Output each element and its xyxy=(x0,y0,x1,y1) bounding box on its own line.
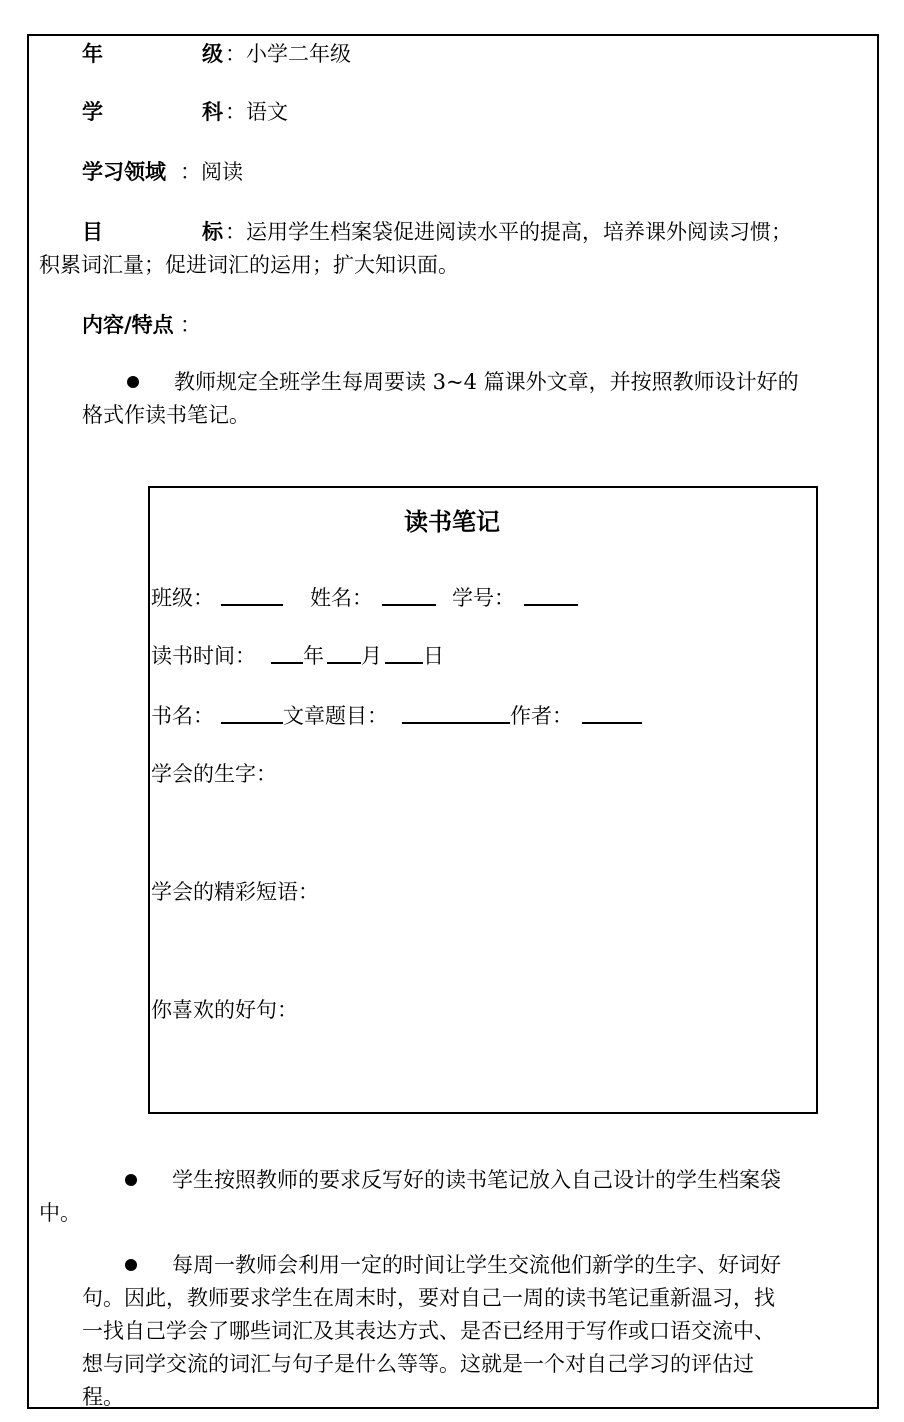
bullet-3-line-2: 句。因此，教师要求学生在周末时，要对自己一周的读书笔记重新温习，找 xyxy=(82,1286,775,1310)
subject-value: ：语文 xyxy=(225,100,288,124)
grade-label-2: 级 xyxy=(202,42,223,66)
student-id-label: 学号： xyxy=(452,586,515,610)
bullet-3-line-3: 一找自己学会了哪些词汇及其表达方式、是否已经用于写作或口语交流中、 xyxy=(82,1319,775,1343)
bullet-2-line-2: 中。 xyxy=(39,1201,81,1225)
name-label: 姓名： xyxy=(310,586,373,610)
reading-time-label: 读书时间： xyxy=(151,644,256,668)
article-title-blank[interactable] xyxy=(402,722,510,724)
phrases-label: 学会的精彩短语： xyxy=(151,880,319,904)
bullet-1-line-1: 教师规定全班学生每周要读 3~4 篇课外文章，并按照教师设计好的 xyxy=(174,370,799,394)
domain-label: 学习领域 xyxy=(82,160,166,184)
subject-label-2: 科 xyxy=(202,100,223,124)
grade-label: 年 xyxy=(82,42,103,66)
year-label: 年 xyxy=(303,644,324,668)
bullet-3-line-1: 每周一教师会利用一定的时间让学生交流他们新学的生字、好词好 xyxy=(172,1253,781,1277)
bullet-3-line-4: 想与同学交流的词汇与句子是什么等等。这就是一个对自己学习的评估过 xyxy=(82,1352,754,1376)
bullet-2-line-1: 学生按照教师的要求反写好的读书笔记放入自己设计的学生档案袋 xyxy=(172,1168,781,1192)
book-name-label: 书名： xyxy=(151,704,214,728)
class-label: 班级： xyxy=(151,586,214,610)
day-label: 日 xyxy=(423,644,444,668)
bullet-1-line-2: 格式作读书笔记。 xyxy=(82,403,250,427)
author-label: 作者： xyxy=(510,704,573,728)
day-blank[interactable] xyxy=(385,662,423,664)
goal-label: 目 xyxy=(82,220,103,244)
month-blank[interactable] xyxy=(327,662,361,664)
year-blank[interactable] xyxy=(271,662,303,664)
content-label: 内容/特点 xyxy=(82,313,174,337)
new-characters-label: 学会的生字： xyxy=(151,762,277,786)
subject-label: 学 xyxy=(82,100,103,124)
bullet-3 xyxy=(82,1249,781,1414)
article-title-label: 文章题目： xyxy=(283,704,388,728)
class-blank[interactable] xyxy=(221,604,283,606)
author-blank[interactable] xyxy=(582,722,642,724)
grade-value: ：小学二年级 xyxy=(225,42,351,66)
goal-line-2: 积累词汇量；促进词汇的运用；扩大知识面。 xyxy=(39,253,459,277)
goal-label-2: 标 xyxy=(202,220,223,244)
month-label: 月 xyxy=(361,644,382,668)
book-name-blank[interactable] xyxy=(221,722,283,724)
bullet-2 xyxy=(39,1164,781,1230)
favorite-sentences-label: 你喜欢的好句： xyxy=(151,998,298,1022)
domain-value: ：阅读 xyxy=(180,160,243,184)
bullet-3-line-5: 程。 xyxy=(82,1385,124,1409)
reading-note-title: 读书笔记 xyxy=(404,508,500,536)
bullet-1 xyxy=(82,366,799,432)
name-blank[interactable] xyxy=(382,604,436,606)
content-colon: ： xyxy=(180,313,201,337)
goal-line-1: ：运用学生档案袋促进阅读水平的提高，培养课外阅读习惯； xyxy=(225,220,792,244)
student-id-blank[interactable] xyxy=(524,604,578,606)
